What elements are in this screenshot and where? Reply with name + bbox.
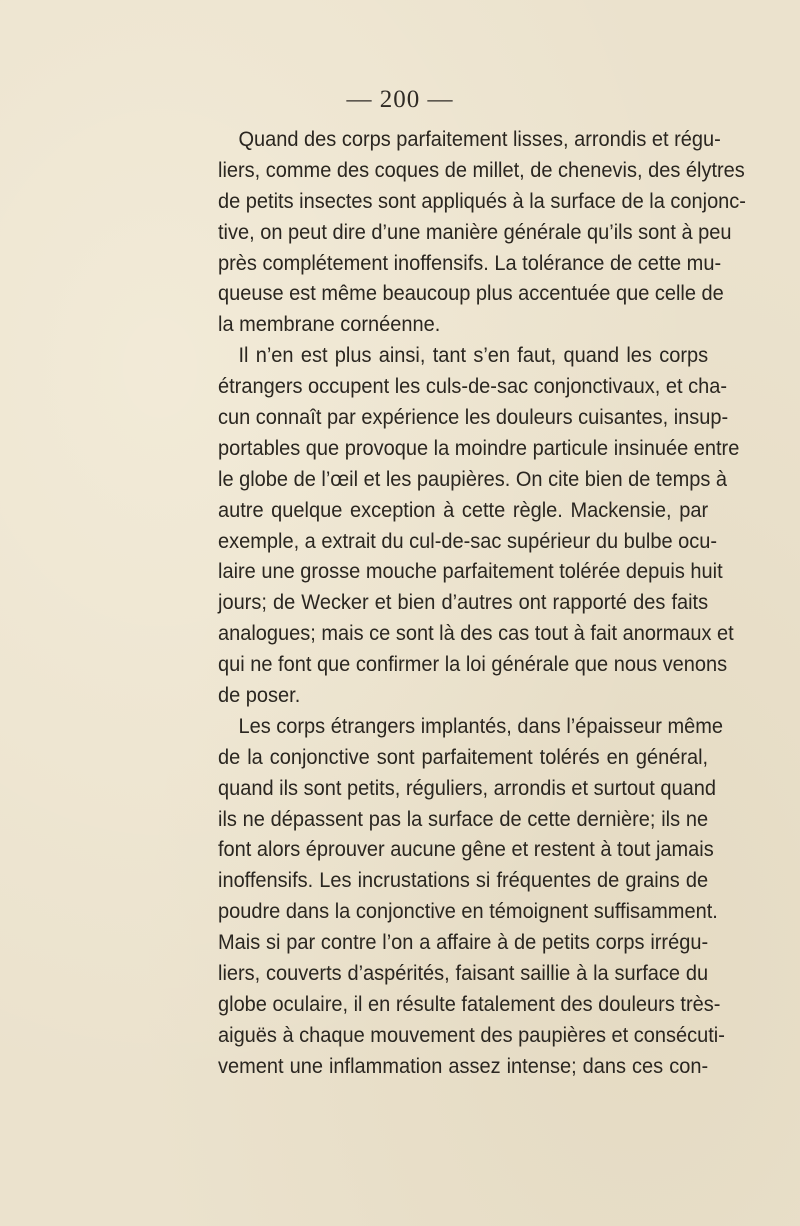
- text-line: Les corps étrangers implantés, dans l’épaisseur même: [238, 713, 724, 738]
- page-number: — 200 —: [346, 86, 454, 113]
- text-line: près complétement inoffensifs. La tolérance de cette mu-: [218, 250, 722, 275]
- text-line: vement une inflammation assez intense; dans ces con-: [218, 1053, 709, 1078]
- text-line: portables que provoque la moindre particule insinuée entre: [218, 435, 740, 460]
- text-line: jours; de Wecker et bien d’autres ont rapporté des faits: [218, 590, 709, 615]
- text-line: Mais si par contre l’on a affaire à de petits corps irrégu-: [218, 930, 709, 955]
- text-line: laire une grosse mouche parfaitement tolérée depuis huit: [218, 559, 723, 584]
- text-line: autre quelque exception à cette règle. Mackensie, par: [218, 497, 709, 522]
- text-line: de poser.: [218, 683, 301, 708]
- text-line: de petits insectes sont appliqués à la surface de la conjonc-: [218, 188, 746, 213]
- text-line: analogues; mais ce sont là des cas tout à fait anormaux et: [218, 621, 734, 646]
- text-line: de la conjonctive sont parfaitement tolérés en général,: [218, 744, 709, 769]
- text-line: qui ne font que confirmer la loi générale que nous venons: [218, 652, 728, 677]
- text-line: inoffensifs. Les incrustations si fréquentes de grains de: [218, 868, 709, 893]
- text-line: Quand des corps parfaitement lisses, arrondis et régu-: [238, 127, 721, 151]
- text-line: liers, couverts d’aspérités, faisant saillie à la surface du: [218, 961, 709, 986]
- text-line: queuse est même beaucoup plus accentuée que celle de: [218, 281, 724, 306]
- body-text: [218, 124, 746, 1082]
- text-line: tive, on peut dire d’une manière générale qu’ils sont à peu: [218, 219, 732, 244]
- text-line: ils ne dépassent pas la surface de cette dernière; ils ne: [218, 806, 709, 831]
- text-line: exemple, a extrait du cul-de-sac supérieur du bulbe ocu-: [218, 528, 718, 553]
- text-line: Il n’en est plus ainsi, tant s’en faut, quand les corps: [238, 343, 709, 368]
- text-line: la membrane cornéenne.: [218, 312, 441, 337]
- text-line: cun connaît par expérience les douleurs cuisantes, insup-: [218, 405, 729, 430]
- text-line: poudre dans la conjonctive en témoignent suffisamment.: [218, 899, 718, 924]
- text-line: étrangers occupent les culs-de-sac conjonctivaux, et cha-: [218, 374, 728, 399]
- text-line: font alors éprouver aucune gêne et restent à tout jamais: [218, 837, 714, 862]
- text-line: le globe de l’œil et les paupières. On cite bien de temps à: [218, 466, 728, 491]
- text-line: quand ils sont petits, réguliers, arrondis et surtout quand: [218, 775, 716, 800]
- text-line: aiguës à chaque mouvement des paupières et consécuti-: [218, 1022, 725, 1047]
- text-line: globe oculaire, il en résulte fatalement des douleurs très-: [218, 991, 721, 1016]
- text-line: liers, comme des coques de millet, de chenevis, des élytres: [218, 157, 745, 182]
